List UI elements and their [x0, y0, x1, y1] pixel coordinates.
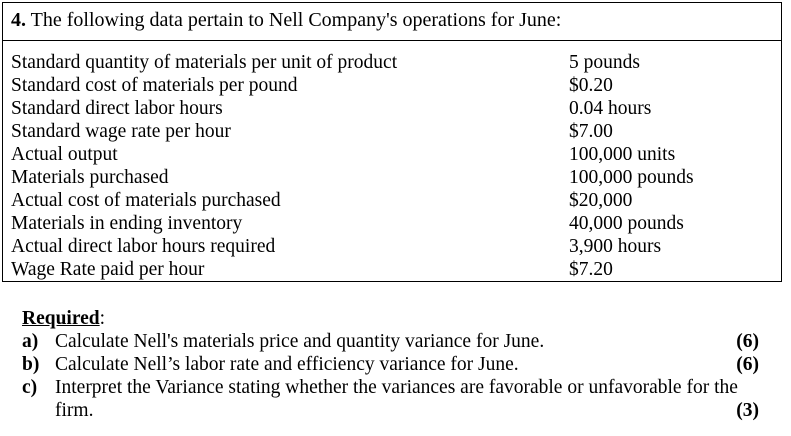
row-value: 5 pounds: [569, 52, 640, 73]
question-prompt: The following data pertain to Nell Company's operations for June:: [30, 9, 562, 31]
list-item: [22, 376, 767, 422]
row-label: Standard direct labor hours: [11, 98, 223, 119]
row-value: $7.20: [569, 259, 613, 280]
table-row: [3, 51, 781, 74]
table-row: [3, 97, 781, 120]
list-item: [22, 353, 767, 376]
row-value: $20,000: [569, 190, 633, 211]
required-colon: :: [99, 308, 106, 329]
item-marks: (6): [736, 354, 759, 375]
item-text-continued: firm.: [55, 400, 94, 421]
table-row: [3, 189, 781, 212]
question-box: [2, 2, 782, 282]
item-letter: c): [22, 377, 38, 398]
row-label: Standard quantity of materials per unit of product: [11, 52, 398, 73]
row-value: 3,900 hours: [569, 236, 662, 257]
table-row: [3, 74, 781, 97]
item-marks: (3): [736, 400, 759, 421]
item-letter: a): [22, 331, 39, 352]
row-value: 0.04 hours: [569, 98, 652, 119]
table-row: [3, 166, 781, 189]
item-letter: b): [22, 354, 40, 375]
row-label: Materials purchased: [11, 167, 169, 188]
row-value: $0.20: [569, 75, 613, 96]
data-table: [3, 51, 781, 281]
row-label: Actual direct labor hours required: [11, 236, 276, 257]
question-number: 4.: [11, 9, 26, 31]
required-title: Required: [22, 308, 100, 329]
required-section: [22, 307, 767, 422]
row-value: 100,000 units: [569, 144, 676, 165]
item-marks: (6): [736, 331, 759, 352]
heading-divider: [3, 40, 781, 41]
item-text: Calculate Nell's materials price and quantity variance for June.: [55, 331, 545, 352]
table-row: [3, 235, 781, 258]
item-text: Interpret the Variance stating whether the variances are favorable or unfavorable for the: [55, 377, 738, 398]
row-label: Standard wage rate per hour: [11, 121, 231, 142]
row-label: Materials in ending inventory: [11, 213, 243, 234]
required-heading: [22, 307, 767, 330]
row-value: $7.00: [569, 121, 613, 142]
row-label: Actual cost of materials purchased: [11, 190, 281, 211]
row-label: Actual output: [11, 144, 118, 165]
table-row: [3, 143, 781, 166]
row-label: Standard cost of materials per pound: [11, 75, 298, 96]
item-text: Calculate Nell’s labor rate and efficiency variance for June.: [55, 354, 519, 375]
row-label: Wage Rate paid per hour: [11, 259, 205, 280]
row-value: 100,000 pounds: [569, 167, 694, 188]
table-row: [3, 212, 781, 235]
table-row: [3, 258, 781, 281]
table-row: [3, 120, 781, 143]
question-heading: [11, 9, 561, 31]
row-value: 40,000 pounds: [569, 213, 684, 234]
list-item: [22, 330, 767, 353]
